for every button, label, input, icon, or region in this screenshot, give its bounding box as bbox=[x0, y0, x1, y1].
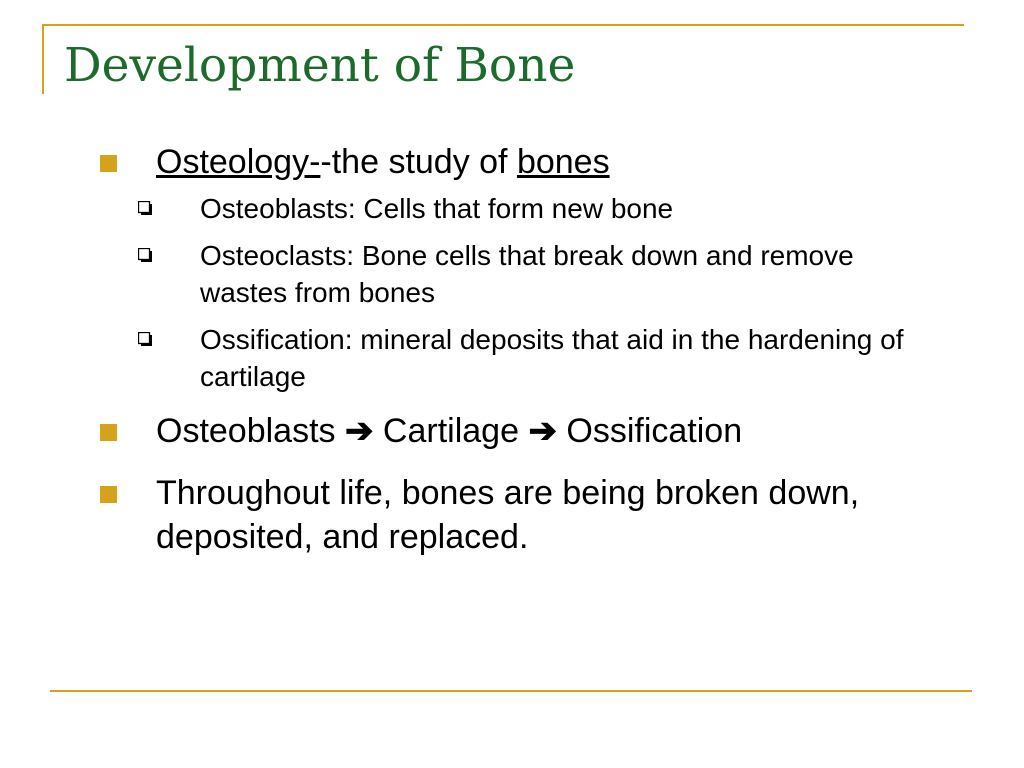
sub-bullet-osteoclasts bbox=[98, 237, 940, 311]
bullet-list bbox=[98, 140, 978, 565]
throughout-life-text: Throughout life, bones are being broken down, deposited, and replaced. bbox=[156, 474, 860, 556]
frame-left-line bbox=[42, 24, 44, 94]
bullet-osteology bbox=[98, 140, 978, 184]
sub-bullet-osteoblasts bbox=[98, 190, 940, 227]
sub-bullet-text: Osteoblasts: Cells that form new bone bbox=[200, 193, 674, 224]
square-bullet-icon bbox=[100, 486, 117, 503]
checkbox-bullet-icon bbox=[138, 201, 152, 215]
sub-bullet-text: Osteoclasts: Bone cells that break down and remove wastes from bones bbox=[200, 240, 854, 308]
bullet-throughout-life bbox=[98, 471, 936, 559]
osteology-term: Osteology- bbox=[156, 143, 321, 181]
frame-top-line bbox=[42, 24, 964, 26]
right-arrow-icon: ➔ bbox=[344, 412, 374, 450]
sub-bullet-text: Ossification: mineral deposits that aid in the hardening of cartilage bbox=[200, 324, 904, 392]
sequence-step-osteoblasts: Osteoblasts bbox=[156, 412, 345, 450]
sequence-step-cartilage: Cartilage bbox=[373, 412, 529, 450]
slide-title: Development of Bone bbox=[64, 38, 576, 93]
sequence-step-ossification: Ossification bbox=[556, 412, 743, 450]
checkbox-bullet-icon bbox=[138, 332, 152, 346]
bullet-sequence bbox=[98, 409, 978, 453]
sub-bullet-ossification bbox=[98, 321, 940, 395]
square-bullet-icon bbox=[100, 155, 117, 172]
frame-bottom-line bbox=[50, 690, 972, 692]
square-bullet-icon bbox=[100, 424, 117, 441]
checkbox-bullet-icon bbox=[138, 248, 152, 262]
osteology-connector: -the study of bbox=[320, 143, 517, 181]
bones-term: bones bbox=[516, 143, 610, 181]
right-arrow-icon: ➔ bbox=[528, 412, 557, 450]
